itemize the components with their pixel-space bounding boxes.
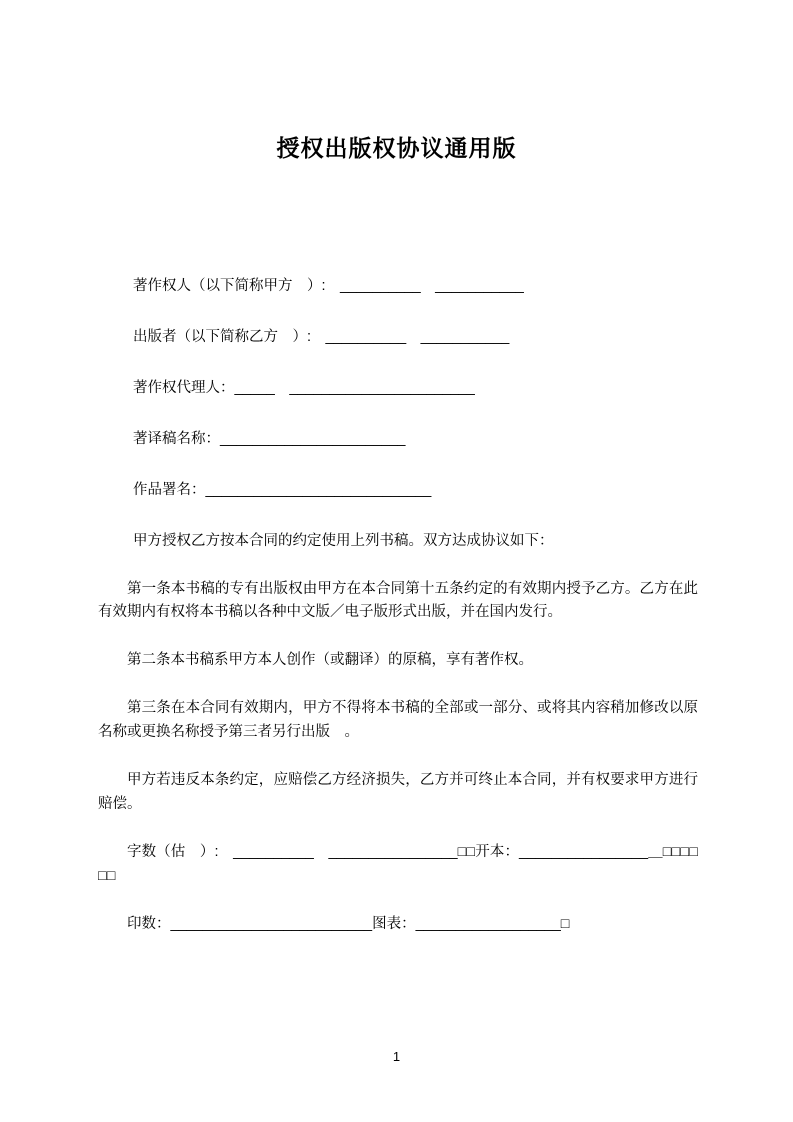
paragraph-print-count: 印数：_________________________图表：__________________□ <box>127 915 570 932</box>
page-title: 授权出版权协议通用版 <box>276 135 517 161</box>
paragraph-article-2: 第二条本书稿系甲方本人创作（或翻译）的原稿，享有著作权。 <box>127 652 533 669</box>
field-publisher: 出版者（以下简称乙方 ）: __________ ___________ <box>133 328 510 345</box>
field-work-signature: 作品署名：____________________________ <box>133 481 432 498</box>
field-copyright-agent: 著作权代理人：_____ _______________________ <box>133 379 475 396</box>
paragraph-article-3: 第三条在本合同有效期内，甲方不得将本书稿的全部或一部分、或将其内容稍加修改以原名称或更换名称授予第三者另行出版 。 <box>98 700 698 741</box>
paragraph-article-1: 第一条本书稿的专有出版权由甲方在本合同第十五条约定的有效期内授予乙方。乙方在此有效期内有权将本书稿以各种中文版／电子版形式出版，并在国内发行。 <box>98 580 698 621</box>
paragraph-breach-clause: 甲方若违反本条约定，应赔偿乙方经济损失，乙方并可终止本合同，并有权要求甲方进行赔偿。 <box>98 772 698 813</box>
paragraph-word-count: 字数（估 ）: __________ ________________□□开本：________________＿□□□□□□ <box>98 843 698 884</box>
document-body <box>98 275 698 961</box>
paragraph-authorization: 甲方授权乙方按本合同的约定使用上列书稿。双方达成协议如下： <box>133 532 554 549</box>
field-manuscript-name: 著译稿名称：_______________________ <box>133 430 406 447</box>
field-copyright-owner: 著作权人（以下简称甲方 ）: __________ ___________ <box>133 278 524 294</box>
page-number: 1 <box>392 1049 401 1064</box>
